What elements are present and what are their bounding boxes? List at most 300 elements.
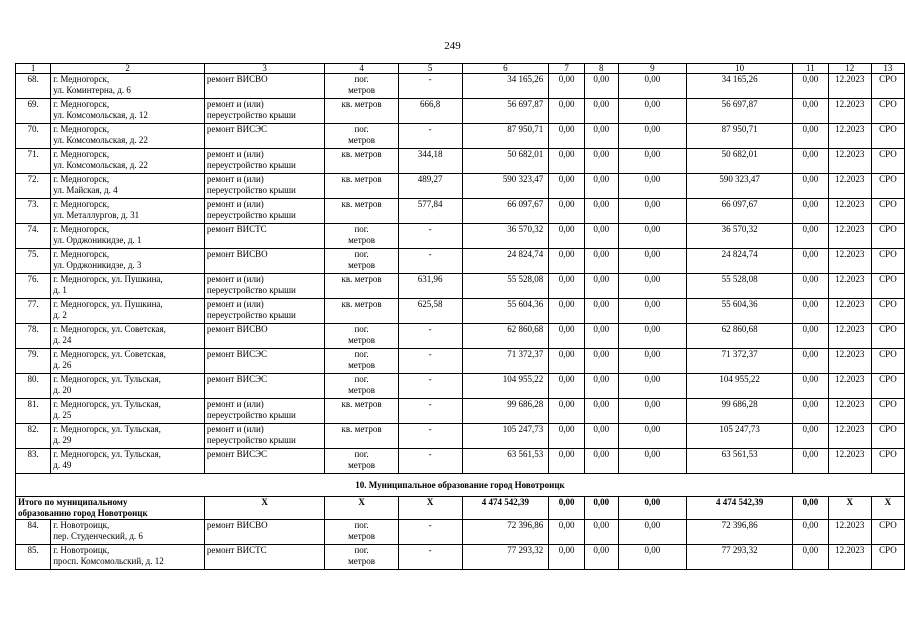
col-header: 3 xyxy=(204,64,325,74)
work-type-line: ремонт ВИСВО xyxy=(206,520,268,530)
area-cell: - xyxy=(398,74,462,99)
row-number: 81. xyxy=(16,399,51,424)
work-type-line: ремонт ВИСВО xyxy=(206,324,268,334)
address-line: г. Медногорск, ул. Советская, xyxy=(53,324,166,334)
fund-cost-cell: 71 372,37 xyxy=(687,349,793,374)
cost-cell: 0,00 xyxy=(549,249,585,274)
address-line: ул. Комсомольская, д. 22 xyxy=(53,159,148,170)
fund-cost-cell: 55 528,08 xyxy=(687,274,793,299)
col-header: 5 xyxy=(398,64,462,74)
cost-cell: 0,00 xyxy=(618,174,687,199)
work-type-cell xyxy=(204,324,325,349)
cost-cell: 0,00 xyxy=(793,149,829,174)
col-header: 2 xyxy=(51,64,205,74)
unit-line: пог. xyxy=(354,520,369,530)
method-cell: СРО xyxy=(871,99,904,124)
address-line: д. 26 xyxy=(53,359,72,370)
row-number: 75. xyxy=(16,249,51,274)
table-row xyxy=(16,124,905,149)
unit-line: метров xyxy=(348,259,376,270)
cost-cell: 0,00 xyxy=(793,199,829,224)
deadline-cell: 12.2023 xyxy=(828,274,871,299)
fund-cost-cell: 66 097,67 xyxy=(687,199,793,224)
cost-cell: 0,00 xyxy=(793,424,829,449)
table-row xyxy=(16,274,905,299)
cost-cell: 0,00 xyxy=(584,274,618,299)
method-cell: СРО xyxy=(871,124,904,149)
address-line: г. Медногорск, ул. Тульская, xyxy=(53,399,161,409)
work-type-cell xyxy=(204,249,325,274)
cost-cell: 0,00 xyxy=(584,299,618,324)
cost-cell: 0,00 xyxy=(584,399,618,424)
address-line: г. Медногорск, xyxy=(53,74,110,84)
col-header: 10 xyxy=(687,64,793,74)
area-cell: - xyxy=(398,399,462,424)
unit-cell xyxy=(325,449,398,474)
fund-cost-cell: 55 604,36 xyxy=(687,299,793,324)
address-cell xyxy=(51,224,205,249)
cost-cell: 0,00 xyxy=(793,449,829,474)
deadline-cell: 12.2023 xyxy=(828,299,871,324)
area-cell: - xyxy=(398,224,462,249)
section-title: 10. Муниципальное образование город Новотроицк xyxy=(16,474,905,497)
method-cell: СРО xyxy=(871,424,904,449)
work-type-line: ремонт ВИСВО xyxy=(206,74,268,84)
method-cell: СРО xyxy=(871,324,904,349)
area-cell: - xyxy=(398,545,462,570)
unit-cell xyxy=(325,399,398,424)
deadline-cell: 12.2023 xyxy=(828,449,871,474)
work-type-line: ремонт ВИСВО xyxy=(206,249,268,259)
row-number: 72. xyxy=(16,174,51,199)
address-line: д. 49 xyxy=(53,459,72,470)
work-type-cell xyxy=(204,274,325,299)
address-line: ул. Комсомольская, д. 12 xyxy=(53,109,148,120)
row-number: 80. xyxy=(16,374,51,399)
total-cell: X xyxy=(325,497,398,520)
cost-cell: 0,00 xyxy=(618,299,687,324)
area-cell: - xyxy=(398,249,462,274)
unit-line: метров xyxy=(348,134,376,145)
table-row xyxy=(16,349,905,374)
deadline-cell: 12.2023 xyxy=(828,99,871,124)
fund-cost-cell: 105 247,73 xyxy=(687,424,793,449)
cost-cell: 0,00 xyxy=(793,174,829,199)
address-line: г. Медногорск, ул. Пушкина, xyxy=(53,299,163,309)
work-type-line: ремонт и (или) xyxy=(206,149,264,159)
address-cell xyxy=(51,324,205,349)
address-line: г. Медногорск, xyxy=(53,124,110,134)
cost-cell: 0,00 xyxy=(584,99,618,124)
unit-line: кв. метров xyxy=(341,299,382,309)
deadline-cell: 12.2023 xyxy=(828,424,871,449)
row-number: 84. xyxy=(16,520,51,545)
total-cost-cell: 71 372,37 xyxy=(462,349,549,374)
address-cell xyxy=(51,124,205,149)
deadline-cell: 12.2023 xyxy=(828,374,871,399)
fund-cost-cell: 99 686,28 xyxy=(687,399,793,424)
row-number: 77. xyxy=(16,299,51,324)
total-cell: X xyxy=(828,497,871,520)
total-cell: 0,00 xyxy=(618,497,687,520)
cost-cell: 0,00 xyxy=(549,224,585,249)
deadline-cell: 12.2023 xyxy=(828,174,871,199)
work-type-line: ремонт ВИСЭС xyxy=(206,349,268,359)
cost-cell: 0,00 xyxy=(584,449,618,474)
work-type-line: ремонт ВИСЭС xyxy=(206,449,268,459)
fund-cost-cell: 590 323,47 xyxy=(687,174,793,199)
total-cost-cell: 87 950,71 xyxy=(462,124,549,149)
work-type-line: ремонт ВИСЭС xyxy=(206,374,268,384)
total-cell: X xyxy=(204,497,325,520)
work-type-cell xyxy=(204,545,325,570)
cost-cell: 0,00 xyxy=(618,149,687,174)
capital-repair-table xyxy=(15,63,905,570)
column-number-row xyxy=(16,64,905,74)
deadline-cell: 12.2023 xyxy=(828,520,871,545)
cost-cell: 0,00 xyxy=(549,374,585,399)
cost-cell: 0,00 xyxy=(584,349,618,374)
work-type-line: переустройство крыши xyxy=(206,209,296,220)
address-line: ул. Коминтерна, д. 6 xyxy=(53,84,131,95)
table-body xyxy=(16,64,905,570)
unit-cell xyxy=(325,149,398,174)
col-header: 11 xyxy=(793,64,829,74)
address-cell xyxy=(51,149,205,174)
row-number: 68. xyxy=(16,74,51,99)
method-cell: СРО xyxy=(871,299,904,324)
work-type-line: переустройство крыши xyxy=(206,409,296,420)
unit-cell xyxy=(325,299,398,324)
table-row xyxy=(16,224,905,249)
col-header: 1 xyxy=(16,64,51,74)
col-header: 6 xyxy=(462,64,549,74)
address-line: ул. Комсомольская, д. 22 xyxy=(53,134,148,145)
cost-cell: 0,00 xyxy=(549,74,585,99)
unit-line: пог. xyxy=(354,449,369,459)
table-row xyxy=(16,545,905,570)
total-cell: X xyxy=(398,497,462,520)
address-line: г. Медногорск, xyxy=(53,224,110,234)
address-line: г. Медногорск, xyxy=(53,199,110,209)
address-cell xyxy=(51,274,205,299)
deadline-cell: 12.2023 xyxy=(828,149,871,174)
work-type-line: ремонт и (или) xyxy=(206,199,264,209)
cost-cell: 0,00 xyxy=(618,274,687,299)
col-header: 8 xyxy=(584,64,618,74)
address-cell xyxy=(51,299,205,324)
area-cell: 631,96 xyxy=(398,274,462,299)
cost-cell: 0,00 xyxy=(618,449,687,474)
work-type-cell xyxy=(204,224,325,249)
area-cell: - xyxy=(398,520,462,545)
cost-cell: 0,00 xyxy=(549,174,585,199)
area-cell: - xyxy=(398,374,462,399)
unit-cell xyxy=(325,424,398,449)
deadline-cell: 12.2023 xyxy=(828,349,871,374)
fund-cost-cell: 104 955,22 xyxy=(687,374,793,399)
col-header: 4 xyxy=(325,64,398,74)
cost-cell: 0,00 xyxy=(793,99,829,124)
work-type-cell xyxy=(204,399,325,424)
cost-cell: 0,00 xyxy=(584,424,618,449)
unit-line: кв. метров xyxy=(341,274,382,284)
unit-cell xyxy=(325,124,398,149)
work-type-line: ремонт и (или) xyxy=(206,424,264,434)
cost-cell: 0,00 xyxy=(549,274,585,299)
deadline-cell: 12.2023 xyxy=(828,324,871,349)
total-cost-cell: 104 955,22 xyxy=(462,374,549,399)
col-header: 9 xyxy=(618,64,687,74)
cost-cell: 0,00 xyxy=(549,349,585,374)
fund-cost-cell: 56 697,87 xyxy=(687,99,793,124)
unit-line: метров xyxy=(348,84,376,95)
work-type-cell xyxy=(204,74,325,99)
work-type-cell xyxy=(204,299,325,324)
fund-cost-cell: 24 824,74 xyxy=(687,249,793,274)
unit-line: метров xyxy=(348,555,376,566)
total-cell: 0,00 xyxy=(549,497,585,520)
cost-cell: 0,00 xyxy=(793,349,829,374)
table-row xyxy=(16,449,905,474)
cost-cell: 0,00 xyxy=(618,224,687,249)
table-row xyxy=(16,399,905,424)
unit-cell xyxy=(325,249,398,274)
deadline-cell: 12.2023 xyxy=(828,74,871,99)
cost-cell: 0,00 xyxy=(618,424,687,449)
work-type-line: переустройство крыши xyxy=(206,434,296,445)
total-cost-cell: 590 323,47 xyxy=(462,174,549,199)
total-cell: 4 474 542,39 xyxy=(687,497,793,520)
row-number: 78. xyxy=(16,324,51,349)
total-cell: 0,00 xyxy=(584,497,618,520)
work-type-cell xyxy=(204,349,325,374)
unit-line: пог. xyxy=(354,324,369,334)
cost-cell: 0,00 xyxy=(793,324,829,349)
method-cell: СРО xyxy=(871,149,904,174)
total-cost-cell: 36 570,32 xyxy=(462,224,549,249)
cost-cell: 0,00 xyxy=(618,124,687,149)
address-cell xyxy=(51,449,205,474)
address-line: г. Медногорск, ул. Тульская, xyxy=(53,424,161,434)
area-cell: 666,8 xyxy=(398,99,462,124)
work-type-line: переустройство крыши xyxy=(206,284,296,295)
row-number: 74. xyxy=(16,224,51,249)
address-cell xyxy=(51,249,205,274)
unit-cell xyxy=(325,520,398,545)
unit-line: кв. метров xyxy=(341,149,382,159)
cost-cell: 0,00 xyxy=(618,199,687,224)
row-number: 71. xyxy=(16,149,51,174)
area-cell: - xyxy=(398,324,462,349)
table-row xyxy=(16,324,905,349)
table-row xyxy=(16,424,905,449)
area-cell: 344,18 xyxy=(398,149,462,174)
cost-cell: 0,00 xyxy=(584,174,618,199)
unit-line: пог. xyxy=(354,545,369,555)
col-header: 7 xyxy=(549,64,585,74)
total-cost-cell: 50 682,01 xyxy=(462,149,549,174)
unit-line: кв. метров xyxy=(341,399,382,409)
total-cell: 0,00 xyxy=(793,497,829,520)
cost-cell: 0,00 xyxy=(793,274,829,299)
deadline-cell: 12.2023 xyxy=(828,199,871,224)
table-row xyxy=(16,374,905,399)
total-row xyxy=(16,497,905,520)
work-type-line: переустройство крыши xyxy=(206,159,296,170)
total-label-line: образованию город Новотроицк xyxy=(18,507,148,518)
method-cell: СРО xyxy=(871,545,904,570)
address-line: г. Новотроицк, xyxy=(53,520,110,530)
work-type-line: ремонт и (или) xyxy=(206,174,264,184)
unit-line: пог. xyxy=(354,374,369,384)
cost-cell: 0,00 xyxy=(793,249,829,274)
table-row xyxy=(16,520,905,545)
total-cost-cell: 55 528,08 xyxy=(462,274,549,299)
area-cell: 577,84 xyxy=(398,199,462,224)
total-cost-cell: 77 293,32 xyxy=(462,545,549,570)
cost-cell: 0,00 xyxy=(584,149,618,174)
unit-line: кв. метров xyxy=(341,199,382,209)
address-line: д. 25 xyxy=(53,409,72,420)
deadline-cell: 12.2023 xyxy=(828,399,871,424)
cost-cell: 0,00 xyxy=(618,399,687,424)
unit-cell xyxy=(325,99,398,124)
address-line: д. 2 xyxy=(53,309,67,320)
unit-line: кв. метров xyxy=(341,424,382,434)
cost-cell: 0,00 xyxy=(549,449,585,474)
total-cell: 4 474 542,39 xyxy=(462,497,549,520)
work-type-cell xyxy=(204,199,325,224)
area-cell: - xyxy=(398,449,462,474)
address-cell xyxy=(51,199,205,224)
address-cell xyxy=(51,520,205,545)
fund-cost-cell: 77 293,32 xyxy=(687,545,793,570)
page-number: 249 xyxy=(444,40,461,52)
cost-cell: 0,00 xyxy=(584,124,618,149)
cost-cell: 0,00 xyxy=(584,199,618,224)
address-line: пер. Студенческий, д. 6 xyxy=(53,530,143,541)
unit-cell xyxy=(325,374,398,399)
method-cell: СРО xyxy=(871,224,904,249)
table-row xyxy=(16,99,905,124)
unit-line: метров xyxy=(348,334,376,345)
method-cell: СРО xyxy=(871,199,904,224)
table-row xyxy=(16,74,905,99)
row-number: 69. xyxy=(16,99,51,124)
work-type-cell xyxy=(204,374,325,399)
fund-cost-cell: 63 561,53 xyxy=(687,449,793,474)
address-cell xyxy=(51,424,205,449)
fund-cost-cell: 34 165,26 xyxy=(687,74,793,99)
row-number: 85. xyxy=(16,545,51,570)
fund-cost-cell: 36 570,32 xyxy=(687,224,793,249)
cost-cell: 0,00 xyxy=(618,374,687,399)
unit-line: пог. xyxy=(354,249,369,259)
row-number: 82. xyxy=(16,424,51,449)
table-row xyxy=(16,174,905,199)
total-cost-cell: 34 165,26 xyxy=(462,74,549,99)
fund-cost-cell: 87 950,71 xyxy=(687,124,793,149)
address-cell xyxy=(51,545,205,570)
cost-cell: 0,00 xyxy=(584,249,618,274)
unit-line: метров xyxy=(348,459,376,470)
unit-line: кв. метров xyxy=(341,174,382,184)
cost-cell: 0,00 xyxy=(549,399,585,424)
work-type-cell xyxy=(204,174,325,199)
row-number: 73. xyxy=(16,199,51,224)
method-cell: СРО xyxy=(871,449,904,474)
area-cell: - xyxy=(398,124,462,149)
cost-cell: 0,00 xyxy=(793,124,829,149)
fund-cost-cell: 50 682,01 xyxy=(687,149,793,174)
address-line: г. Медногорск, xyxy=(53,99,110,109)
area-cell: - xyxy=(398,424,462,449)
cost-cell: 0,00 xyxy=(549,545,585,570)
method-cell: СРО xyxy=(871,374,904,399)
address-line: г. Медногорск, ул. Пушкина, xyxy=(53,274,163,284)
address-line: д. 20 xyxy=(53,384,72,395)
cost-cell: 0,00 xyxy=(793,299,829,324)
cost-cell: 0,00 xyxy=(618,349,687,374)
col-header: 12 xyxy=(828,64,871,74)
work-type-line: ремонт и (или) xyxy=(206,399,264,409)
method-cell: СРО xyxy=(871,520,904,545)
cost-cell: 0,00 xyxy=(793,74,829,99)
cost-cell: 0,00 xyxy=(618,249,687,274)
address-line: просп. Комсомольский, д. 12 xyxy=(53,555,164,566)
cost-cell: 0,00 xyxy=(793,545,829,570)
unit-line: метров xyxy=(348,234,376,245)
table-row xyxy=(16,299,905,324)
work-type-line: ремонт ВИСТС xyxy=(206,545,267,555)
cost-cell: 0,00 xyxy=(618,520,687,545)
total-cost-cell: 66 097,67 xyxy=(462,199,549,224)
unit-line: пог. xyxy=(354,224,369,234)
col-header: 13 xyxy=(871,64,904,74)
address-line: г. Медногорск, xyxy=(53,174,110,184)
table-row xyxy=(16,249,905,274)
cost-cell: 0,00 xyxy=(549,520,585,545)
unit-cell xyxy=(325,274,398,299)
address-line: ул. Майская, д. 4 xyxy=(53,184,118,195)
section-row xyxy=(16,474,905,497)
work-type-cell xyxy=(204,449,325,474)
total-cost-cell: 63 561,53 xyxy=(462,449,549,474)
unit-line: пог. xyxy=(354,349,369,359)
unit-cell xyxy=(325,199,398,224)
work-type-line: ремонт и (или) xyxy=(206,99,264,109)
fund-cost-cell: 72 396,86 xyxy=(687,520,793,545)
cost-cell: 0,00 xyxy=(618,99,687,124)
table-row xyxy=(16,149,905,174)
unit-cell xyxy=(325,224,398,249)
cost-cell: 0,00 xyxy=(584,545,618,570)
cost-cell: 0,00 xyxy=(549,324,585,349)
unit-cell xyxy=(325,324,398,349)
row-number: 76. xyxy=(16,274,51,299)
work-type-line: ремонт и (или) xyxy=(206,299,264,309)
address-cell xyxy=(51,399,205,424)
unit-line: пог. xyxy=(354,124,369,134)
address-cell xyxy=(51,174,205,199)
address-line: г. Медногорск, ул. Тульская, xyxy=(53,374,161,384)
deadline-cell: 12.2023 xyxy=(828,249,871,274)
work-type-line: ремонт ВИСТС xyxy=(206,224,267,234)
unit-line: метров xyxy=(348,359,376,370)
method-cell: СРО xyxy=(871,399,904,424)
cost-cell: 0,00 xyxy=(618,324,687,349)
